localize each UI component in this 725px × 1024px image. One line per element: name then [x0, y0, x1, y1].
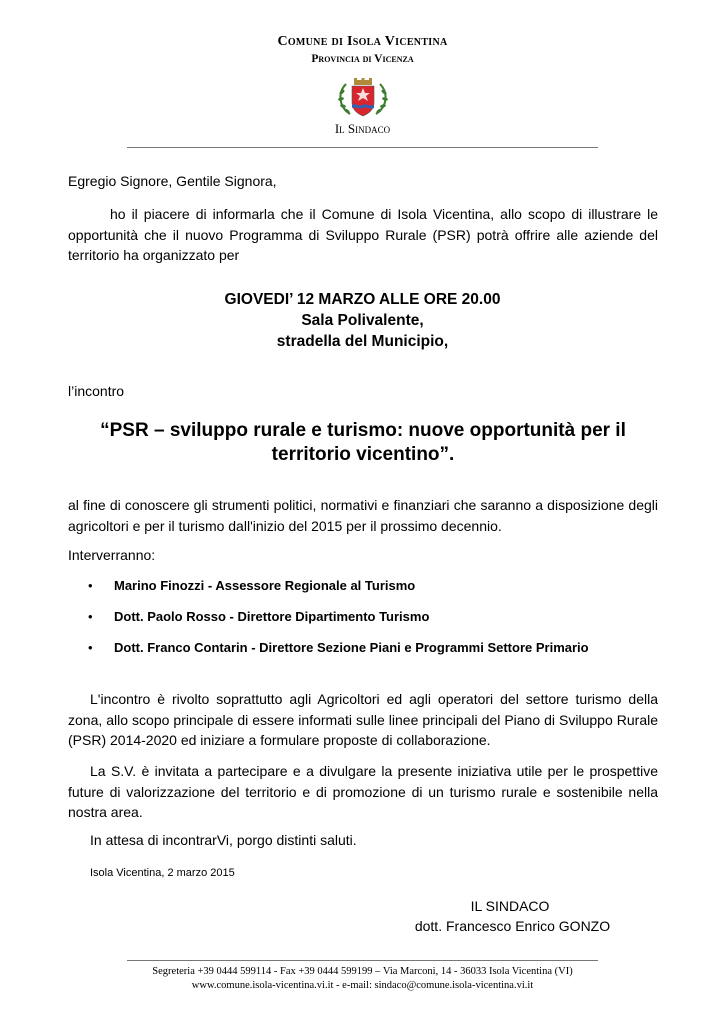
bullet-icon: •	[88, 578, 93, 593]
event-date: GIOVEDI’ 12 MARZO ALLE ORE 20.00	[224, 291, 501, 308]
speaker-name: Dott. Paolo Rosso - Direttore Dipartimento Turismo	[114, 609, 430, 624]
event-venue: Sala Polivalente,	[301, 312, 424, 329]
place-and-date: Isola Vicentina, 2 marzo 2015	[90, 867, 235, 879]
municipality-name: Comune di Isola Vicentina	[277, 34, 448, 49]
footer-contacts: Segreteria +39 0444 599114 - Fax +39 0444 599199 – Via Marconi, 14 - 36033 Isola Vicentina (VI)	[152, 966, 573, 977]
signature-name: dott. Francesco Enrico GONZO	[414, 918, 611, 934]
list-item	[88, 606, 589, 637]
event-title: “PSR – sviluppo rurale e turismo: nuove opportunità per il territorio vicentino”.	[100, 420, 626, 465]
salutation: Egregio Signore, Gentile Signora,	[68, 173, 277, 189]
bullet-icon: •	[88, 640, 93, 655]
bullet-icon: •	[88, 609, 93, 624]
target-audience-paragraph: L'incontro è rivolto soprattutto agli Agricoltori ed agli operatori del settore turismo della zona, allo scopo principale di essere informati sulle linee principali del Piano di Sviluppo Rurale (PSR) 2014-2020 ed iniziare a formulare proposte di collaborazione.	[68, 691, 658, 748]
speakers-heading: Interverranno:	[68, 547, 156, 563]
speakers-list	[88, 575, 589, 668]
list-item	[88, 575, 589, 606]
footer-web: www.comune.isola-vicentina.vi.it - e-mail: sindaco@comune.isola-vicentina.vi.it	[191, 980, 534, 991]
invitation-paragraph: La S.V. è invitata a partecipare e a divulgare la presente iniziativa utile per le prospettive future di valorizzazione del territorio e di promozione di un turismo rurale e sostenibile nella nostra area.	[68, 763, 658, 820]
header-divider	[127, 147, 598, 148]
coat-of-arms-logo	[336, 78, 390, 118]
mayor-office-title: Il Sindaco	[334, 121, 391, 136]
intro-paragraph: ho il piacere di informarla che il Comune di Isola Vicentina, allo scopo di illustrare le opportunità che il nuovo Programma di Sviluppo Rurale (PSR) potrà offrire alle aziende del territorio ha organizzato per	[68, 206, 658, 263]
speaker-name: Marino Finozzi - Assessore Regionale al Turismo	[114, 578, 416, 593]
speaker-name: Dott. Franco Contarin - Direttore Sezione Piani e Programmi Settore Primario	[114, 640, 589, 655]
event-street: stradella del Municipio,	[276, 333, 449, 350]
signature-title: IL SINDACO	[470, 898, 550, 914]
province-name: Provincia di Vicenza	[311, 53, 414, 65]
list-item	[88, 637, 589, 668]
incontro-label: l’incontro	[68, 383, 125, 399]
footer-divider	[127, 960, 598, 961]
closing-line: In attesa di incontrarVi, porgo distinti saluti.	[90, 832, 357, 848]
purpose-paragraph: al fine di conoscere gli strumenti politici, normativi e finanziari che saranno a disposizione degli agricoltori e per il turismo dall'inizio del 2015 per il prossimo decennio.	[68, 497, 658, 534]
